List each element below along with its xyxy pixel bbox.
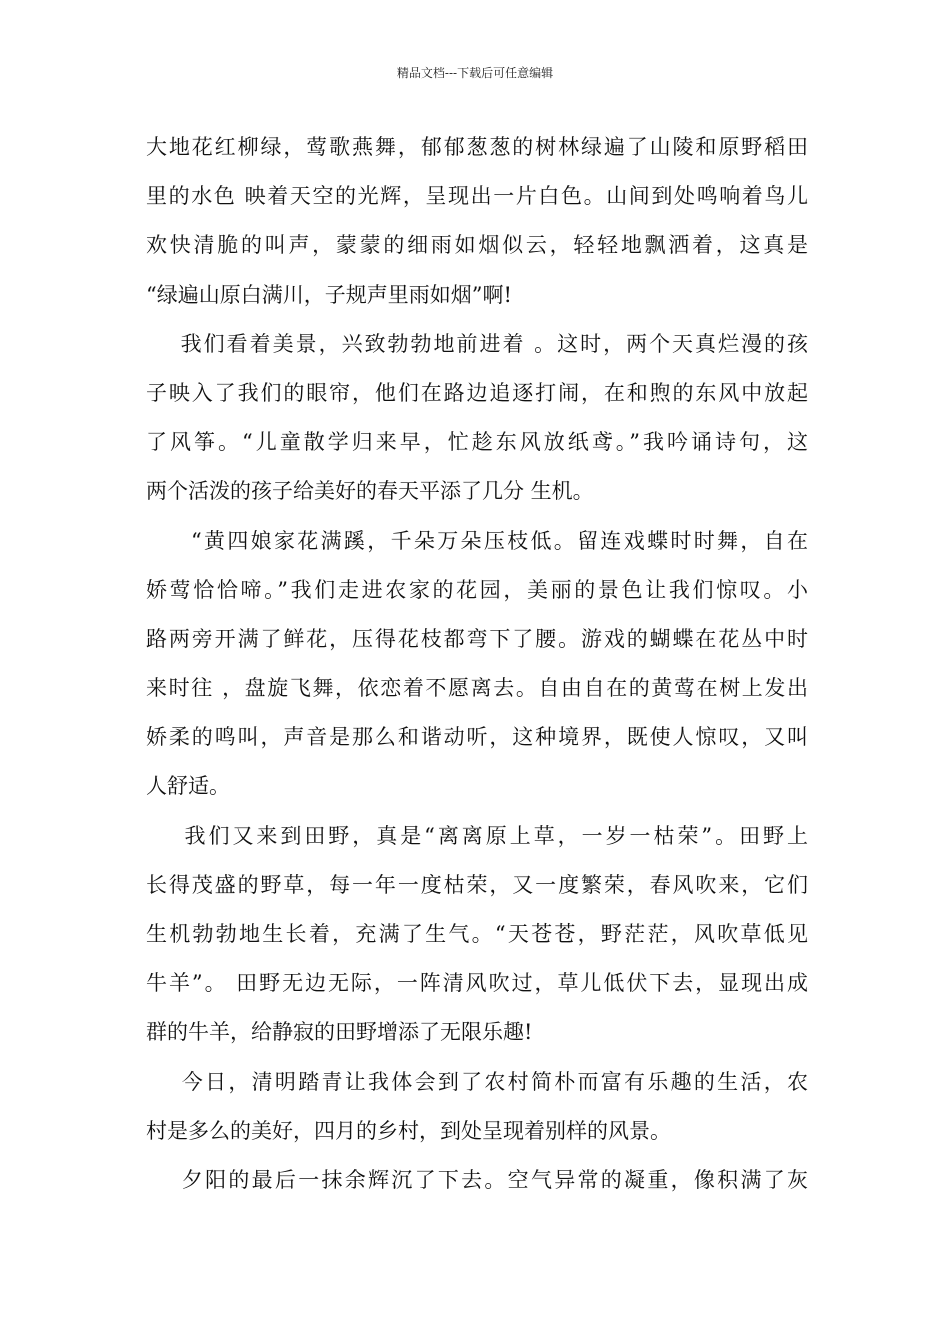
text-line: 群的牛羊，给静寂的田野增添了无限乐趣! xyxy=(146,1020,533,1045)
text-line: 牛羊”。 田野无边无际，一阵清风吹过，草儿低伏下去，显现出成 xyxy=(146,971,808,996)
text-line: 我们又来到田野，真是“离离原上草，一岁一枯荣”。田野上 xyxy=(146,823,808,848)
text-line: 长得茂盛的野草，每一年一度枯荣，又一度繁荣，春风吹来，它们 xyxy=(146,872,808,897)
text-line: “绿遍山原白满川，子规声里雨如烟”啊! xyxy=(146,282,512,307)
text-line: 生机勃勃地生长着，充满了生气。“天苍苍，野茫茫，风吹草低见 xyxy=(146,922,808,946)
text-line: 了风筝。“儿童散学归来早，忙趁东风放纸鸢。”我吟诵诗句，这 xyxy=(146,430,808,455)
text-line: 欢快清脆的叫声，蒙蒙的细雨如烟似云，轻轻地飘洒着，这真是 xyxy=(146,233,808,258)
text-line: 村是多么的美好，四月的乡村，到处呈现着别样的风景。 xyxy=(146,1118,671,1143)
text-line: 娇柔的鸣叫，声音是那么和谐动听，这种境界，既使人惊叹，又叫 xyxy=(146,725,808,750)
page-header: 精品文档---下载后可任意编辑 xyxy=(396,66,554,80)
text-line: 今日，清明踏青让我体会到了农村简朴而富有乐趣的生活，农 xyxy=(146,1069,808,1094)
text-line: 夕阳的最后一抹余辉沉了下去。空气异常的凝重，像积满了灰 xyxy=(146,1167,808,1192)
text-line: 里的水色 映着天空的光辉，呈现出一片白色。山间到处鸣响着鸟儿 xyxy=(146,184,808,209)
text-line: 我们看着美景，兴致勃勃地前进着 。这时，两个天真烂漫的孩 xyxy=(146,331,808,356)
text-line: 大地花红柳绿，莺歌燕舞，郁郁葱葱的树林绿遍了山陵和原野稻田 xyxy=(146,135,808,159)
text-line: 人舒适。 xyxy=(146,774,230,799)
text-line: 来时往 ，盘旋飞舞，依恋着不愿离去。自由自在的黄莺在树上发出 xyxy=(146,676,808,701)
text-line: 子映入了我们的眼帘，他们在路边追逐打闹，在和煦的东风中放起 xyxy=(146,380,808,405)
text-line: 路两旁开满了鲜花，压得花枝都弯下了腰。游戏的蝴蝶在花丛中时 xyxy=(146,626,808,651)
text-line: 两个活泼的孩子给美好的春天平添了几分 生机。 xyxy=(146,479,594,504)
text-line: “黄四娘家花满蹊，千朵万朵压枝低。留连戏蝶时时舞，自在 xyxy=(146,528,808,553)
document-body xyxy=(146,123,808,1205)
text-line: 娇莺恰恰啼。”我们走进农家的花园，美丽的景色让我们惊叹。小 xyxy=(146,577,808,602)
